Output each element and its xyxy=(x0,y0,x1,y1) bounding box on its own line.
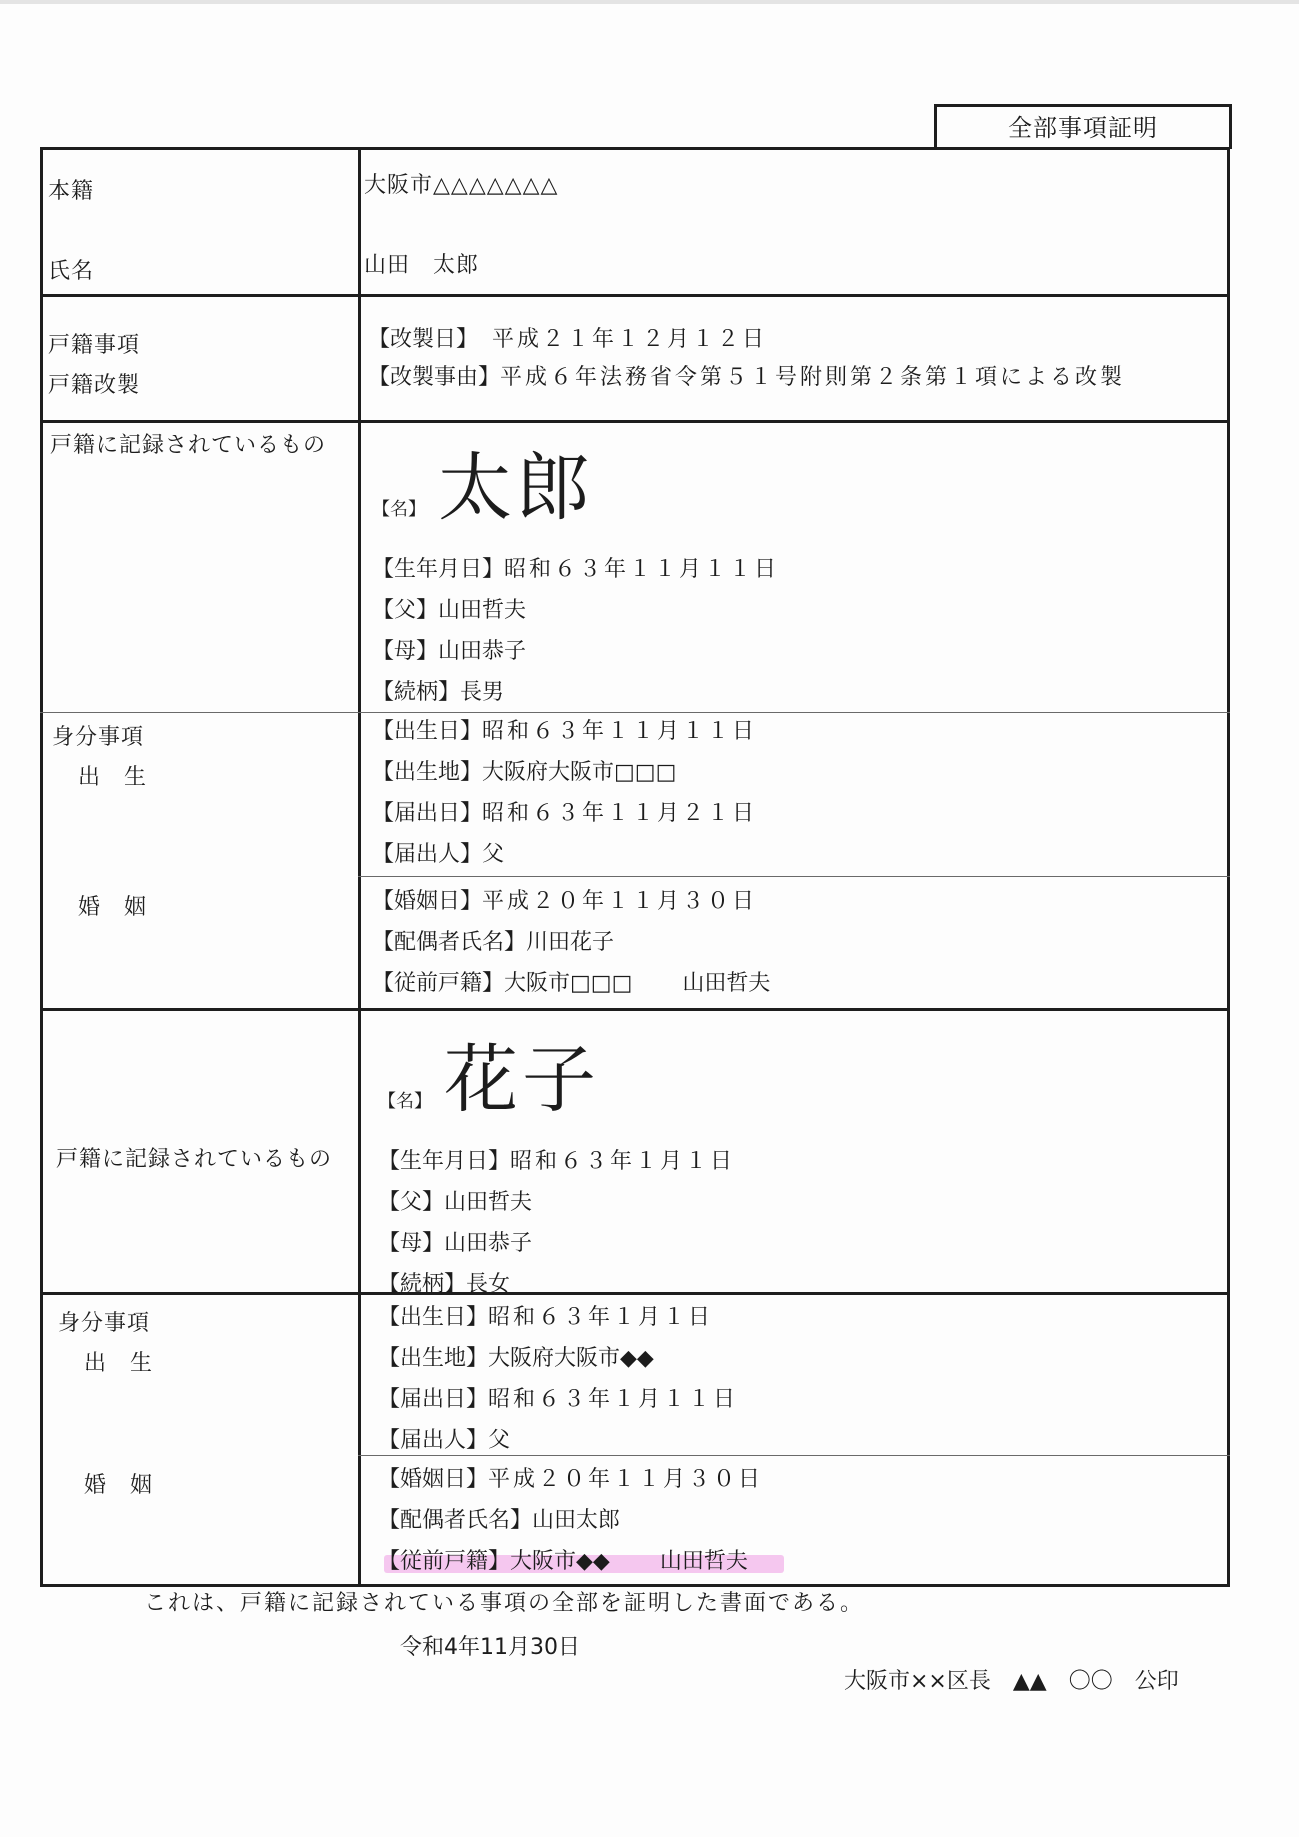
person1-birth-label: 出 生 xyxy=(78,765,148,790)
issuer-seal: 大阪市××区長 ▲▲ 〇〇 公印 xyxy=(844,1669,1179,1694)
person1-birth-report-date: 【届出日】昭和６３年１１月２１日 xyxy=(372,801,758,826)
honseki-label: 本籍 xyxy=(48,179,95,204)
row-divider-person1-status xyxy=(40,712,1230,713)
person2-birth-report-date: 【届出日】昭和６３年１月１１日 xyxy=(378,1387,739,1412)
koseki-label: 戸籍事項 xyxy=(48,333,141,358)
person1-section-label: 戸籍に記録されているもの xyxy=(50,433,327,458)
issue-date: 令和4年11月30日 xyxy=(400,1635,580,1660)
person1-birthdate: 【生年月日】昭和６３年１１月１１日 xyxy=(372,557,780,582)
row-divider-person2-status xyxy=(40,1292,1230,1295)
person1-status-label: 身分事項 xyxy=(52,725,145,750)
person2-birth-date: 【出生日】昭和６３年１月１日 xyxy=(378,1305,714,1330)
certification-statement: これは、戸籍に記録されている事項の全部を証明した書面である。 xyxy=(144,1591,865,1616)
person2-marriage-label: 婚 姻 xyxy=(84,1473,154,1498)
row-divider-honseki xyxy=(40,294,1230,297)
koseki-reform-reason: 【改製事由】平成６年法務省令第５１号附則第２条第１項による改製 xyxy=(368,365,1126,390)
person2-birth-reporter: 【届出人】父 xyxy=(378,1428,511,1453)
name-label: 氏名 xyxy=(48,259,95,284)
row-divider-person2-marriage xyxy=(358,1455,1230,1456)
person2-relation: 【続柄】長女 xyxy=(378,1272,511,1297)
koseki-reform-date: 【改製日】 平成２１年１２月１２日 xyxy=(368,327,768,352)
koseki-reform-label: 戸籍改製 xyxy=(48,373,141,398)
row-divider-person1-marriage xyxy=(358,876,1230,877)
person1-previous-register: 【従前戸籍】大阪市□□□ 山田哲夫 xyxy=(372,971,771,996)
person1-marriage-label: 婚 姻 xyxy=(78,895,148,920)
person1-given-name: 太郎 xyxy=(438,445,594,531)
person2-given-name: 花子 xyxy=(444,1037,600,1123)
person2-birthdate: 【生年月日】昭和６３年１月１日 xyxy=(378,1149,736,1174)
person1-mother: 【母】山田恭子 xyxy=(372,639,527,664)
person1-spouse: 【配偶者氏名】川田花子 xyxy=(372,930,615,955)
honseki-value: 大阪市△△△△△△△ xyxy=(364,173,559,198)
person1-birth-date: 【出生日】昭和６３年１１月１１日 xyxy=(372,719,758,744)
person1-birth-reporter: 【届出人】父 xyxy=(372,842,505,867)
scan-edge xyxy=(0,0,1299,4)
person2-marriage-date: 【婚姻日】平成２０年１１月３０日 xyxy=(378,1467,764,1492)
person2-section-label: 戸籍に記録されているもの xyxy=(56,1147,333,1172)
person2-birth-label: 出 生 xyxy=(84,1351,154,1376)
name-value: 山田 太郎 xyxy=(364,253,480,278)
person2-status-label: 身分事項 xyxy=(58,1311,151,1336)
person1-birth-place: 【出生地】大阪府大阪市□□□ xyxy=(372,760,677,785)
person2-birth-place: 【出生地】大阪府大阪市◆◆ xyxy=(378,1346,654,1371)
person2-previous-register: 【従前戸籍】大阪市◆◆ 山田哲夫 xyxy=(378,1549,748,1574)
certificate-type-box: 全部事項証明 xyxy=(934,104,1232,149)
person2-name-key: 【名】 xyxy=(378,1091,432,1112)
person2-father: 【父】山田哲夫 xyxy=(378,1190,533,1215)
person2-spouse: 【配偶者氏名】山田太郎 xyxy=(378,1508,621,1533)
person1-relation: 【続柄】長男 xyxy=(372,680,505,705)
person1-name-key: 【名】 xyxy=(372,499,426,520)
row-divider-koseki xyxy=(40,420,1230,423)
column-divider xyxy=(358,147,361,1587)
person2-mother: 【母】山田恭子 xyxy=(378,1231,533,1256)
person1-marriage-date: 【婚姻日】平成２０年１１月３０日 xyxy=(372,889,758,914)
row-divider-person2 xyxy=(40,1008,1230,1011)
person1-father: 【父】山田哲夫 xyxy=(372,598,527,623)
